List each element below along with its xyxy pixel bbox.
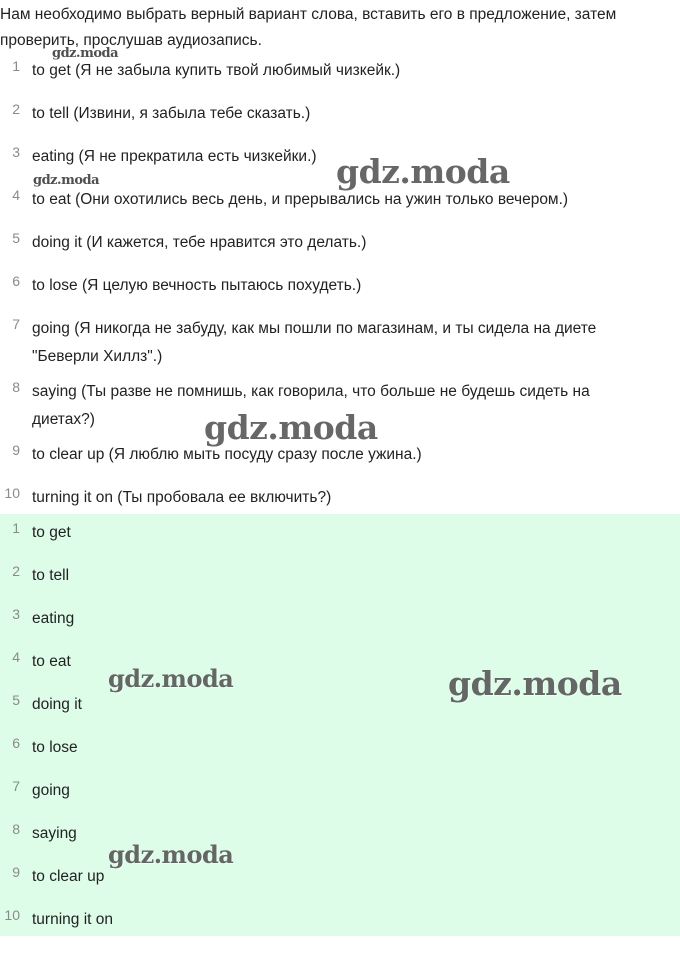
answer-item xyxy=(0,863,680,906)
watermark: gdz.moda xyxy=(108,664,234,693)
watermark: gdz.moda xyxy=(336,152,510,191)
answer-item xyxy=(0,906,680,936)
answer-item xyxy=(0,605,680,648)
answer-item xyxy=(0,777,680,820)
item-number: 3 xyxy=(12,606,20,622)
watermark: gdz.moda xyxy=(33,173,100,188)
item-number: 1 xyxy=(12,520,20,536)
watermark: gdz.moda xyxy=(448,664,622,703)
answer-item xyxy=(0,820,680,863)
item-text: to get xyxy=(32,524,71,541)
watermark: gdz.moda xyxy=(108,840,234,869)
item-text: to lose xyxy=(32,739,78,756)
item-text: saying xyxy=(32,825,77,842)
exercise-item xyxy=(0,315,680,378)
item-text: to get (Я не забыла купить твой любимый чизкейк.) xyxy=(32,62,401,79)
item-number: 5 xyxy=(12,230,20,246)
item-number: 6 xyxy=(12,735,20,751)
watermark: gdz.moda xyxy=(52,46,119,61)
item-text: going (Я никогда не забуду, как мы пошли по магазинам, и ты сидела на диете "Беверли Хиллз".) xyxy=(32,320,597,365)
exercise-item xyxy=(0,272,680,315)
item-text: to lose (Я целую вечность пытаюсь похудеть.) xyxy=(32,277,362,294)
item-text: turning it on (Ты пробовала ее включить?) xyxy=(32,489,332,506)
item-number: 3 xyxy=(12,144,20,160)
exercise-item xyxy=(0,57,680,100)
item-number: 9 xyxy=(12,442,20,458)
exercise-item xyxy=(0,229,680,272)
exercise-item xyxy=(0,186,680,229)
item-text: eating xyxy=(32,610,75,627)
item-number: 4 xyxy=(12,187,20,203)
answer-item xyxy=(0,519,680,562)
item-number: 5 xyxy=(12,692,20,708)
exercise-item xyxy=(0,100,680,143)
item-number: 10 xyxy=(4,907,20,923)
item-number: 10 xyxy=(4,485,20,501)
item-number: 2 xyxy=(12,101,20,117)
item-number: 4 xyxy=(12,649,20,665)
item-text: turning it on xyxy=(32,911,113,928)
item-text: saying (Ты разве не помнишь, как говорила, что больше не будешь сидеть на диетах?) xyxy=(32,383,590,428)
item-number: 6 xyxy=(12,273,20,289)
item-number: 8 xyxy=(12,821,20,837)
item-text: to eat xyxy=(32,653,71,670)
item-text: going xyxy=(32,782,70,799)
item-number: 1 xyxy=(12,58,20,74)
item-number: 9 xyxy=(12,864,20,880)
watermark: gdz.moda xyxy=(204,408,378,447)
item-number: 2 xyxy=(12,563,20,579)
item-text: to tell (Извини, я забыла тебе сказать.) xyxy=(32,105,311,122)
item-text: doing it (И кажется, тебе нравится это делать.) xyxy=(32,234,367,251)
item-text: eating (Я не прекратила есть чизкейки.) xyxy=(32,148,317,165)
item-text: to clear up xyxy=(32,868,105,885)
item-text: to eat (Они охотились весь день, и прерывались на ужин только вечером.) xyxy=(32,191,569,208)
item-text: to tell xyxy=(32,567,70,584)
item-text: doing it xyxy=(32,696,82,713)
answers-list xyxy=(0,519,680,936)
item-number: 7 xyxy=(12,778,20,794)
exercise-item xyxy=(0,441,680,484)
item-number: 8 xyxy=(12,379,20,395)
answer-item xyxy=(0,562,680,605)
answers-panel xyxy=(0,514,680,936)
item-text: to clear up (Я люблю мыть посуду сразу после ужина.) xyxy=(32,446,422,463)
answer-item xyxy=(0,734,680,777)
intro-paragraph: Нам необходимо выбрать верный вариант слова, вставить его в предложение, затем проверить, прослушав аудиозапись. xyxy=(0,6,617,49)
item-number: 7 xyxy=(12,316,20,332)
exercise-item xyxy=(0,484,680,514)
